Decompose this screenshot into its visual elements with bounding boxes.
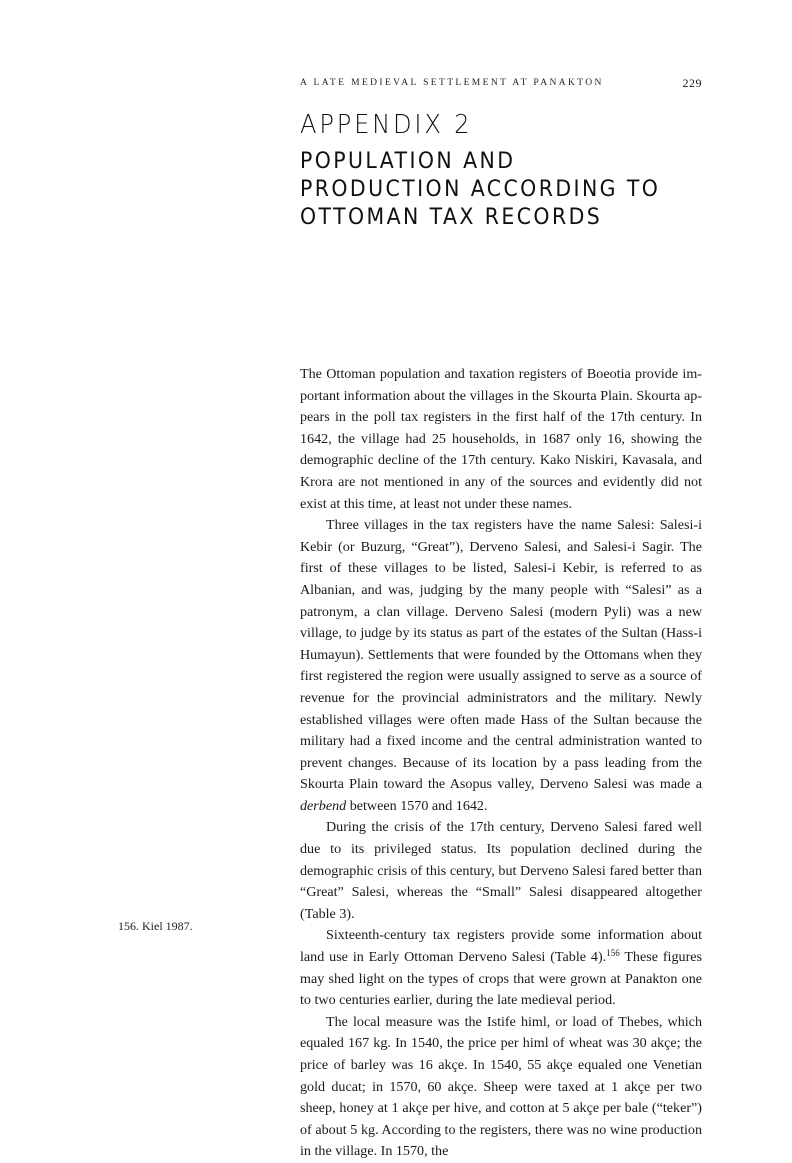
page-number: 229: [682, 76, 702, 90]
footnote: 156. Kiel 1987.: [118, 919, 193, 933]
chapter-title-line: OTTOMAN TAX RECORDS: [300, 205, 603, 230]
paragraph-text: between 1570 and 1642.: [349, 797, 488, 814]
running-head: A LATE MEDIEVAL SETTLEMENT AT PANAKTON: [300, 78, 604, 88]
paragraph: During the crisis of the 17th century, Derveno Salesi fared well due to its privileged status. Its population declined during the demographic crisis of this century, but Derveno Salesi fared better than “Great” Salesi, whereas the “Small” Salesi disappeared altogether (Table 3).: [300, 819, 702, 922]
chapter-title: [300, 148, 660, 232]
appendix-heading: APPENDIX 2: [300, 110, 473, 140]
paragraph-text: Three villages in the tax registers have the name Salesi: Salesi-i Kebir (or Buzurg, “Great”), Derveno Salesi, and Salesi-i Sagir. The first of these villages to be listed, Salesi-i Kebir, is referred to as Albanian, and was, judging by the many people with “Salesi” as a patronym, a clan village. Derveno Salesi (modern Pyli) was a new village, to judge by its status as part of the estates of the Sultan (Hass-i Humayun). Settlements that were founded by the Ottomans when they first registered the region were usually assigned to serve as a source of revenue for the provincial administrators and the military. Newly established villages were often made Hass of the Sultan because the military had a fixed income and the central administration wanted to prevent changes. Because of its location by a pass leading from the Skourta Plain toward the Asopus valley, Derveno Salesi was made a: [300, 517, 702, 793]
paragraph: [300, 925, 702, 1011]
paragraph: The Ottoman population and taxation registers of Boeotia provide important information about the villages in the Skourta Plain. Skourta appears in the poll tax registers in the first half of the 17th century. In 1642, the village had 25 households, in 1687 only 16, showing the demographic decline of the 17th century. Kako Niskiri, Kavasala, and Krora are not mentioned in any of the sources and evidently did not exist at this time, at least not under these names.: [300, 366, 702, 512]
paragraph: The local measure was the Istife himl, or load of Thebes, which equaled 167 kg. In 1540, the price per himl of wheat was 30 akçe; the price of barley was 16 akçe. In 1540, 55 akçe equaled one Venetian gold ducat; in 1570, 60 akçe. Sheep were taxed at 1 akçe per two sheep, honey at 1 akçe per hive, and cotton at 5 akçe per bale (“teker”) of about 5 kg. According to the registers, there was no wine production in the village. In 1570, the: [300, 1013, 702, 1160]
body-text: [300, 364, 702, 1163]
footnote-reference: 156: [606, 948, 620, 959]
paragraph-text: These figures may shed light on the types of crops that were grown at Panakton one to two centuries earlier, during the late medieval period.: [300, 949, 703, 1009]
chapter-title-line: POPULATION AND: [300, 149, 516, 174]
chapter-title-line: PRODUCTION ACCORDING TO: [300, 177, 661, 202]
paragraph-text: Sixteenth-century tax registers provide some information about land use in Early Ottoman Derveno Salesi (Table 4).: [300, 927, 702, 966]
italic-term: derbend: [300, 797, 347, 814]
paragraph: [300, 515, 702, 817]
